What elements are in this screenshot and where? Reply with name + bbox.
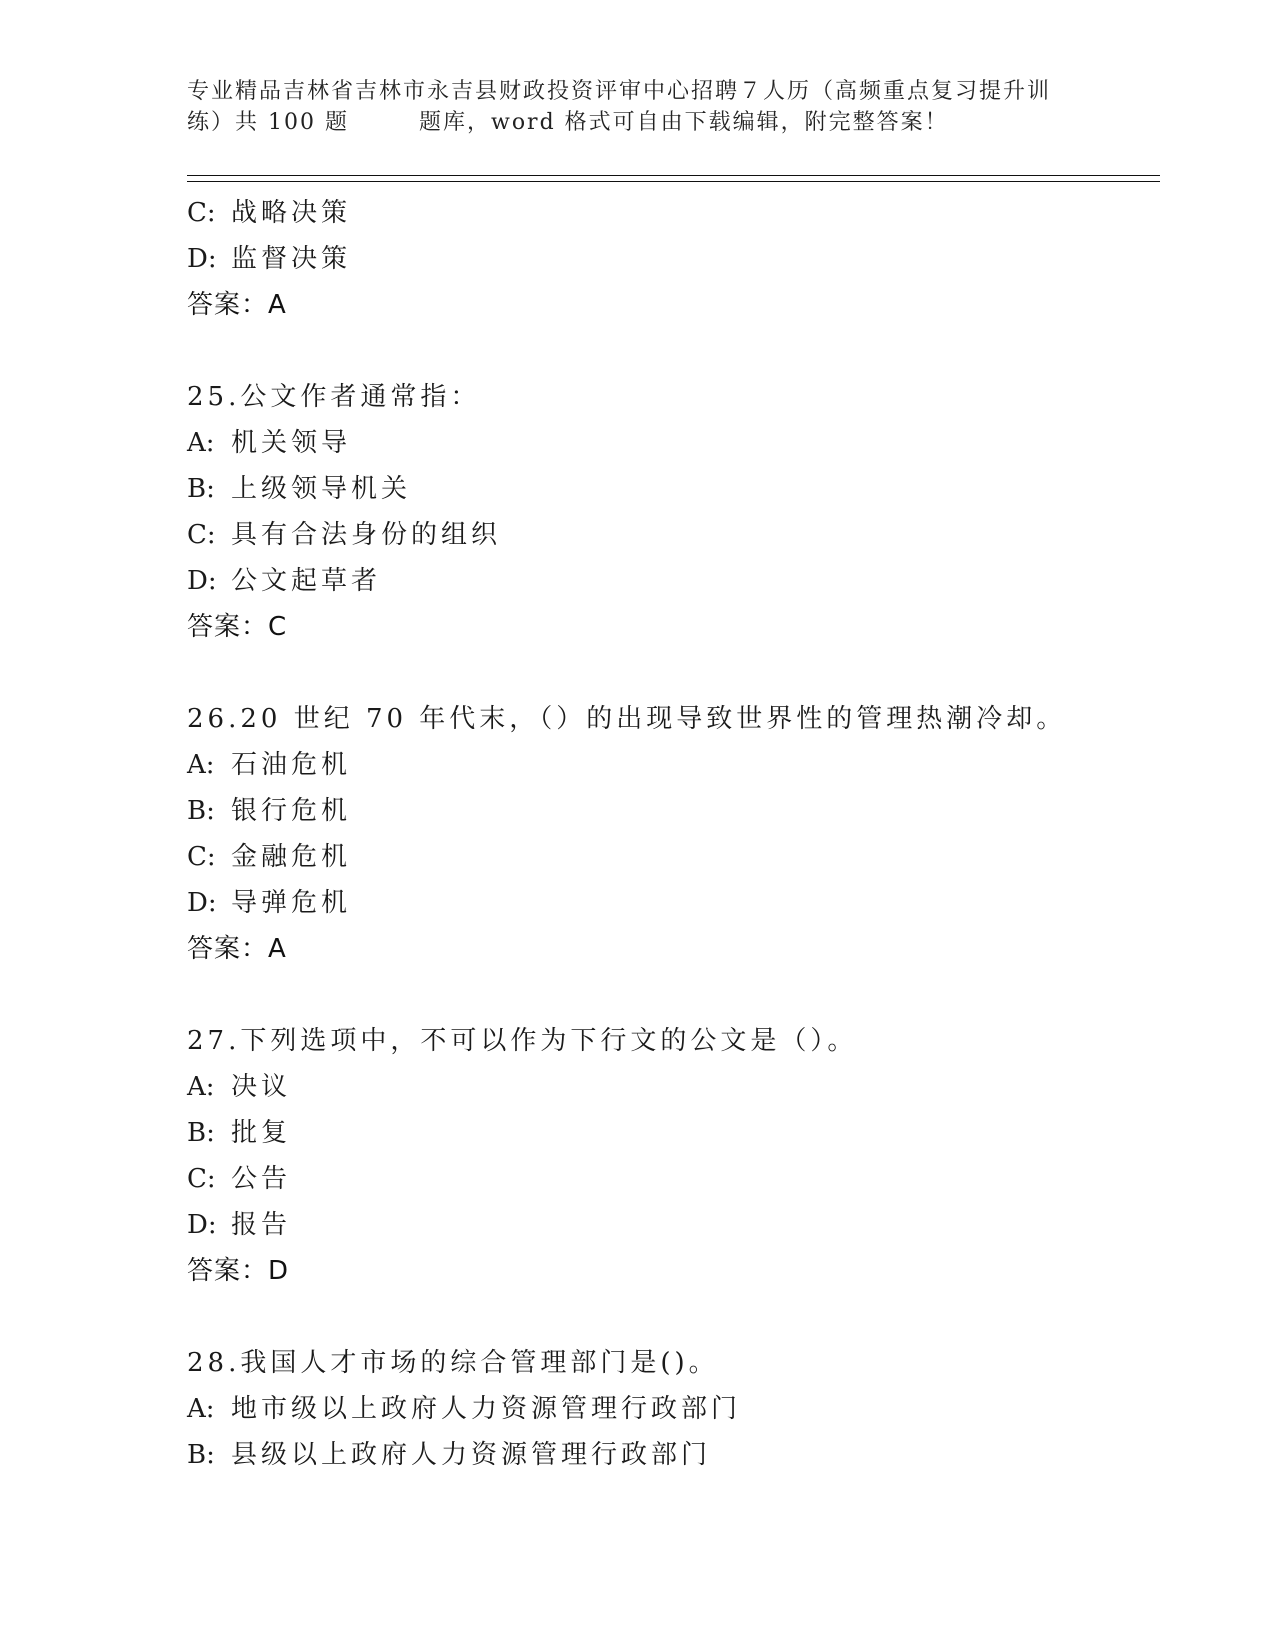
answer-line: 答案：D bbox=[187, 1256, 290, 1286]
option-letter: D: bbox=[187, 244, 217, 274]
option-line bbox=[187, 880, 1167, 926]
option-text: 导弹危机 bbox=[231, 888, 352, 918]
option-letter: B: bbox=[187, 796, 215, 826]
question-text: 26.20 世纪 70 年代末，（）的出现导致世界性的管理热潮冷却。 bbox=[187, 704, 1067, 734]
block-spacer bbox=[187, 972, 1167, 1018]
header-rule-bottom bbox=[187, 181, 1160, 182]
header-line-2 bbox=[187, 107, 1087, 138]
option-line bbox=[187, 558, 1167, 604]
option-text: 地市级以上政府人力资源管理行政部门 bbox=[231, 1394, 742, 1424]
option-line bbox=[187, 236, 1167, 282]
option-letter: B: bbox=[187, 1118, 215, 1148]
header-line-2-right: 题库，word 格式可自由下载编辑，附完整答案！ bbox=[418, 110, 949, 135]
question-text: 25.公文作者通常指： bbox=[187, 382, 481, 412]
option-line bbox=[187, 512, 1167, 558]
option-text: 机关领导 bbox=[231, 428, 352, 458]
block-spacer bbox=[187, 1294, 1167, 1340]
option-text: 具有合法身份的组织 bbox=[231, 520, 502, 550]
block-spacer bbox=[187, 328, 1167, 374]
option-letter: C: bbox=[187, 1164, 216, 1194]
option-letter: D: bbox=[187, 1210, 217, 1240]
option-letter: D: bbox=[187, 888, 217, 918]
option-text: 公告 bbox=[231, 1164, 292, 1194]
option-letter: C: bbox=[187, 520, 216, 550]
document-header bbox=[187, 76, 1087, 138]
option-letter: D: bbox=[187, 566, 217, 596]
header-line-2-left: 练）共 100 题 bbox=[187, 110, 349, 135]
option-letter: A: bbox=[187, 1072, 215, 1102]
option-letter: A: bbox=[187, 750, 215, 780]
option-text: 金融危机 bbox=[231, 842, 352, 872]
question-text: 27.下列选项中，不可以作为下行文的公文是（）。 bbox=[187, 1026, 858, 1056]
question-block bbox=[187, 696, 1167, 972]
option-text: 银行危机 bbox=[231, 796, 352, 826]
answer-line: 答案：A bbox=[187, 290, 287, 320]
option-line bbox=[187, 466, 1167, 512]
option-text: 战略决策 bbox=[231, 198, 352, 228]
option-line bbox=[187, 1432, 1167, 1478]
option-line bbox=[187, 1064, 1167, 1110]
option-line bbox=[187, 1156, 1167, 1202]
option-letter: C: bbox=[187, 842, 216, 872]
option-line bbox=[187, 788, 1167, 834]
option-letter: A: bbox=[187, 428, 215, 458]
question-block bbox=[187, 1340, 1167, 1478]
block-spacer bbox=[187, 650, 1167, 696]
option-text: 监督决策 bbox=[231, 244, 352, 274]
question-list bbox=[187, 190, 1167, 1478]
option-line bbox=[187, 1386, 1167, 1432]
option-text: 决议 bbox=[231, 1072, 292, 1102]
option-line bbox=[187, 420, 1167, 466]
question-block bbox=[187, 1018, 1167, 1294]
question-text: 28.我国人才市场的综合管理部门是()。 bbox=[187, 1348, 719, 1378]
option-letter: C: bbox=[187, 198, 216, 228]
option-line bbox=[187, 190, 1167, 236]
option-line bbox=[187, 742, 1167, 788]
header-rule-top bbox=[187, 175, 1160, 176]
answer-line: 答案：C bbox=[187, 612, 288, 642]
option-text: 县级以上政府人力资源管理行政部门 bbox=[231, 1440, 712, 1470]
option-text: 石油危机 bbox=[231, 750, 352, 780]
option-text: 上级领导机关 bbox=[231, 474, 412, 504]
header-line-1: 专业精品吉林省吉林市永吉县财政投资评审中心招聘７人历（高频重点复习提升训 bbox=[187, 79, 1052, 104]
option-letter: B: bbox=[187, 474, 215, 504]
option-line bbox=[187, 1202, 1167, 1248]
question-block bbox=[187, 190, 1167, 328]
option-text: 批复 bbox=[231, 1118, 292, 1148]
answer-line: 答案：A bbox=[187, 934, 287, 964]
option-line bbox=[187, 1110, 1167, 1156]
option-line bbox=[187, 834, 1167, 880]
option-letter: A: bbox=[187, 1394, 215, 1424]
option-text: 公文起草者 bbox=[231, 566, 382, 596]
question-block bbox=[187, 374, 1167, 650]
option-letter: B: bbox=[187, 1440, 215, 1470]
option-text: 报告 bbox=[231, 1210, 292, 1240]
